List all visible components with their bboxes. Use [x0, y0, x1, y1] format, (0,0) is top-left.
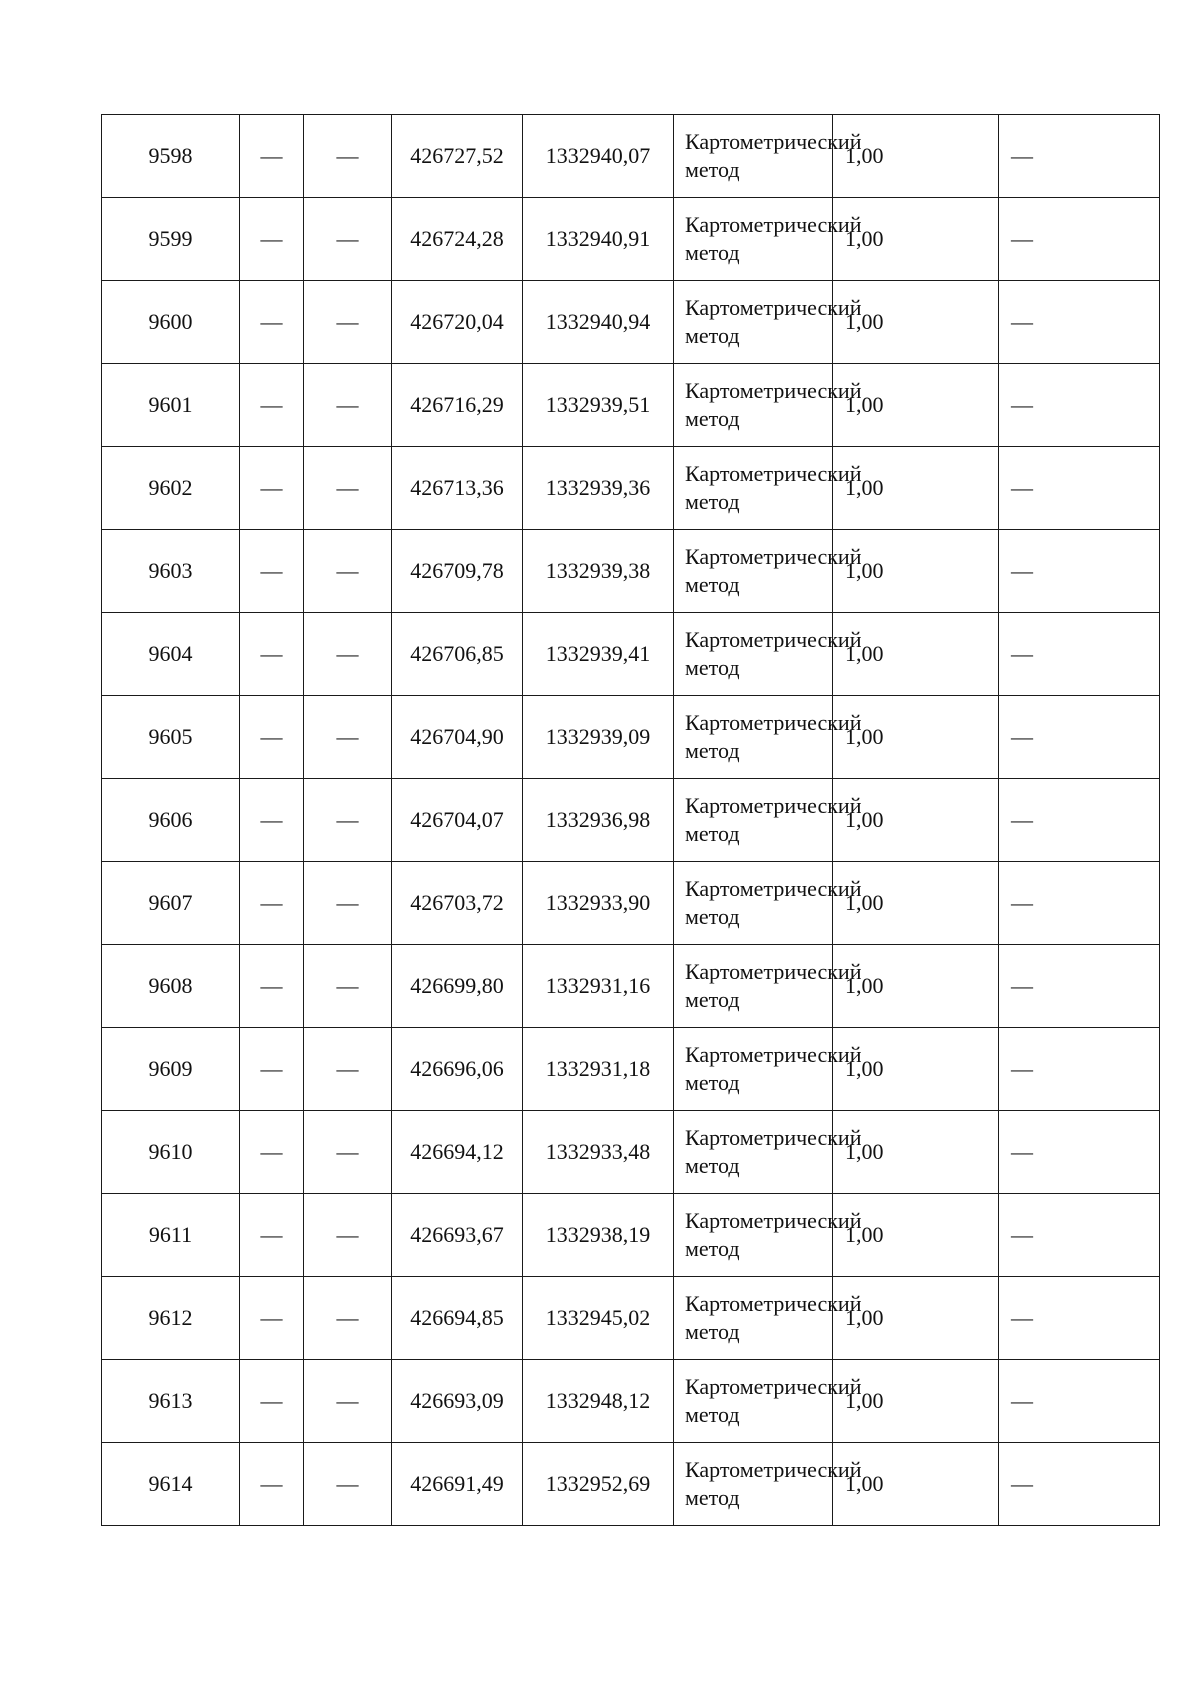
empty-value-cell: — — [304, 862, 392, 945]
empty-value-cell: — — [240, 1443, 304, 1526]
x-coordinate-cell: 426694,85 — [392, 1277, 523, 1360]
method-cell: Картометрический метод — [674, 779, 833, 862]
note-cell: — — [999, 198, 1160, 281]
method-cell: Картометрический метод — [674, 1277, 833, 1360]
y-coordinate-cell: 1332945,02 — [523, 1277, 674, 1360]
note-cell: — — [999, 447, 1160, 530]
method-cell: Картометрический метод — [674, 1360, 833, 1443]
note-cell: — — [999, 1360, 1160, 1443]
table-body — [102, 115, 1160, 1526]
method-cell: Картометрический метод — [674, 364, 833, 447]
y-coordinate-cell: 1332939,51 — [523, 364, 674, 447]
y-coordinate-cell: 1332939,41 — [523, 613, 674, 696]
accuracy-cell: 1,00 — [833, 281, 999, 364]
x-coordinate-cell: 426694,12 — [392, 1111, 523, 1194]
note-cell: — — [999, 1028, 1160, 1111]
table-row — [102, 945, 1160, 1028]
method-cell: Картометрический метод — [674, 281, 833, 364]
table-row — [102, 1194, 1160, 1277]
y-coordinate-cell: 1332933,48 — [523, 1111, 674, 1194]
table-row — [102, 1360, 1160, 1443]
x-coordinate-cell: 426693,09 — [392, 1360, 523, 1443]
accuracy-cell: 1,00 — [833, 530, 999, 613]
accuracy-cell: 1,00 — [833, 1111, 999, 1194]
table-row — [102, 1028, 1160, 1111]
empty-value-cell: — — [304, 1028, 392, 1111]
point-number-cell: 9607 — [102, 862, 240, 945]
x-coordinate-cell: 426720,04 — [392, 281, 523, 364]
x-coordinate-cell: 426704,07 — [392, 779, 523, 862]
y-coordinate-cell: 1332940,94 — [523, 281, 674, 364]
table-row — [102, 281, 1160, 364]
method-cell: Картометрический метод — [674, 1028, 833, 1111]
note-cell: — — [999, 696, 1160, 779]
y-coordinate-cell: 1332939,09 — [523, 696, 674, 779]
point-number-cell: 9598 — [102, 115, 240, 198]
empty-value-cell: — — [240, 945, 304, 1028]
x-coordinate-cell: 426696,06 — [392, 1028, 523, 1111]
note-cell: — — [999, 281, 1160, 364]
empty-value-cell: — — [240, 1194, 304, 1277]
empty-value-cell: — — [304, 198, 392, 281]
accuracy-cell: 1,00 — [833, 1194, 999, 1277]
note-cell: — — [999, 1194, 1160, 1277]
method-cell: Картометрический метод — [674, 115, 833, 198]
table-row — [102, 115, 1160, 198]
point-number-cell: 9603 — [102, 530, 240, 613]
empty-value-cell: — — [240, 1111, 304, 1194]
accuracy-cell: 1,00 — [833, 1028, 999, 1111]
empty-value-cell: — — [304, 779, 392, 862]
method-cell: Картометрический метод — [674, 696, 833, 779]
empty-value-cell: — — [240, 862, 304, 945]
accuracy-cell: 1,00 — [833, 447, 999, 530]
x-coordinate-cell: 426704,90 — [392, 696, 523, 779]
note-cell: — — [999, 862, 1160, 945]
point-number-cell: 9605 — [102, 696, 240, 779]
note-cell: — — [999, 779, 1160, 862]
note-cell: — — [999, 1443, 1160, 1526]
empty-value-cell: — — [304, 613, 392, 696]
note-cell: — — [999, 613, 1160, 696]
point-number-cell: 9611 — [102, 1194, 240, 1277]
table-row — [102, 447, 1160, 530]
empty-value-cell: — — [304, 281, 392, 364]
y-coordinate-cell: 1332952,69 — [523, 1443, 674, 1526]
method-cell: Картометрический метод — [674, 1194, 833, 1277]
x-coordinate-cell: 426699,80 — [392, 945, 523, 1028]
point-number-cell: 9606 — [102, 779, 240, 862]
empty-value-cell: — — [240, 696, 304, 779]
point-number-cell: 9599 — [102, 198, 240, 281]
x-coordinate-cell: 426713,36 — [392, 447, 523, 530]
table-row — [102, 696, 1160, 779]
accuracy-cell: 1,00 — [833, 779, 999, 862]
point-number-cell: 9614 — [102, 1443, 240, 1526]
point-number-cell: 9602 — [102, 447, 240, 530]
x-coordinate-cell: 426727,52 — [392, 115, 523, 198]
empty-value-cell: — — [240, 115, 304, 198]
y-coordinate-cell: 1332948,12 — [523, 1360, 674, 1443]
point-number-cell: 9610 — [102, 1111, 240, 1194]
empty-value-cell: — — [240, 779, 304, 862]
point-number-cell: 9608 — [102, 945, 240, 1028]
point-number-cell: 9604 — [102, 613, 240, 696]
table-row — [102, 364, 1160, 447]
empty-value-cell: — — [240, 530, 304, 613]
empty-value-cell: — — [240, 613, 304, 696]
empty-value-cell: — — [304, 945, 392, 1028]
note-cell: — — [999, 945, 1160, 1028]
method-cell: Картометрический метод — [674, 447, 833, 530]
accuracy-cell: 1,00 — [833, 613, 999, 696]
empty-value-cell: — — [240, 447, 304, 530]
note-cell: — — [999, 1111, 1160, 1194]
point-number-cell: 9613 — [102, 1360, 240, 1443]
accuracy-cell: 1,00 — [833, 862, 999, 945]
x-coordinate-cell: 426691,49 — [392, 1443, 523, 1526]
accuracy-cell: 1,00 — [833, 696, 999, 779]
empty-value-cell: — — [304, 364, 392, 447]
empty-value-cell: — — [240, 198, 304, 281]
table-row — [102, 530, 1160, 613]
empty-value-cell: — — [304, 1194, 392, 1277]
coordinates-table — [101, 114, 1160, 1526]
accuracy-cell: 1,00 — [833, 945, 999, 1028]
method-cell: Картометрический метод — [674, 613, 833, 696]
table-row — [102, 1443, 1160, 1526]
x-coordinate-cell: 426724,28 — [392, 198, 523, 281]
accuracy-cell: 1,00 — [833, 198, 999, 281]
table-row — [102, 1277, 1160, 1360]
y-coordinate-cell: 1332933,90 — [523, 862, 674, 945]
point-number-cell: 9600 — [102, 281, 240, 364]
method-cell: Картометрический метод — [674, 862, 833, 945]
x-coordinate-cell: 426703,72 — [392, 862, 523, 945]
empty-value-cell: — — [304, 1111, 392, 1194]
y-coordinate-cell: 1332939,36 — [523, 447, 674, 530]
accuracy-cell: 1,00 — [833, 1360, 999, 1443]
empty-value-cell: — — [240, 1360, 304, 1443]
empty-value-cell: — — [240, 1028, 304, 1111]
empty-value-cell: — — [240, 364, 304, 447]
y-coordinate-cell: 1332939,38 — [523, 530, 674, 613]
accuracy-cell: 1,00 — [833, 1443, 999, 1526]
y-coordinate-cell: 1332938,19 — [523, 1194, 674, 1277]
x-coordinate-cell: 426693,67 — [392, 1194, 523, 1277]
note-cell: — — [999, 530, 1160, 613]
note-cell: — — [999, 115, 1160, 198]
empty-value-cell: — — [240, 1277, 304, 1360]
empty-value-cell: — — [304, 1277, 392, 1360]
x-coordinate-cell: 426706,85 — [392, 613, 523, 696]
empty-value-cell: — — [304, 1360, 392, 1443]
method-cell: Картометрический метод — [674, 1443, 833, 1526]
point-number-cell: 9601 — [102, 364, 240, 447]
table-row — [102, 779, 1160, 862]
point-number-cell: 9609 — [102, 1028, 240, 1111]
y-coordinate-cell: 1332936,98 — [523, 779, 674, 862]
note-cell: — — [999, 1277, 1160, 1360]
table-row — [102, 198, 1160, 281]
method-cell: Картометрический метод — [674, 530, 833, 613]
y-coordinate-cell: 1332931,16 — [523, 945, 674, 1028]
method-cell: Картометрический метод — [674, 1111, 833, 1194]
point-number-cell: 9612 — [102, 1277, 240, 1360]
table-row — [102, 862, 1160, 945]
empty-value-cell: — — [240, 281, 304, 364]
x-coordinate-cell: 426709,78 — [392, 530, 523, 613]
empty-value-cell: — — [304, 696, 392, 779]
empty-value-cell: — — [304, 530, 392, 613]
method-cell: Картометрический метод — [674, 945, 833, 1028]
table-row — [102, 1111, 1160, 1194]
note-cell: — — [999, 364, 1160, 447]
empty-value-cell: — — [304, 447, 392, 530]
accuracy-cell: 1,00 — [833, 115, 999, 198]
accuracy-cell: 1,00 — [833, 1277, 999, 1360]
y-coordinate-cell: 1332940,07 — [523, 115, 674, 198]
y-coordinate-cell: 1332931,18 — [523, 1028, 674, 1111]
accuracy-cell: 1,00 — [833, 364, 999, 447]
y-coordinate-cell: 1332940,91 — [523, 198, 674, 281]
x-coordinate-cell: 426716,29 — [392, 364, 523, 447]
method-cell: Картометрический метод — [674, 198, 833, 281]
empty-value-cell: — — [304, 1443, 392, 1526]
empty-value-cell: — — [304, 115, 392, 198]
table-row — [102, 613, 1160, 696]
